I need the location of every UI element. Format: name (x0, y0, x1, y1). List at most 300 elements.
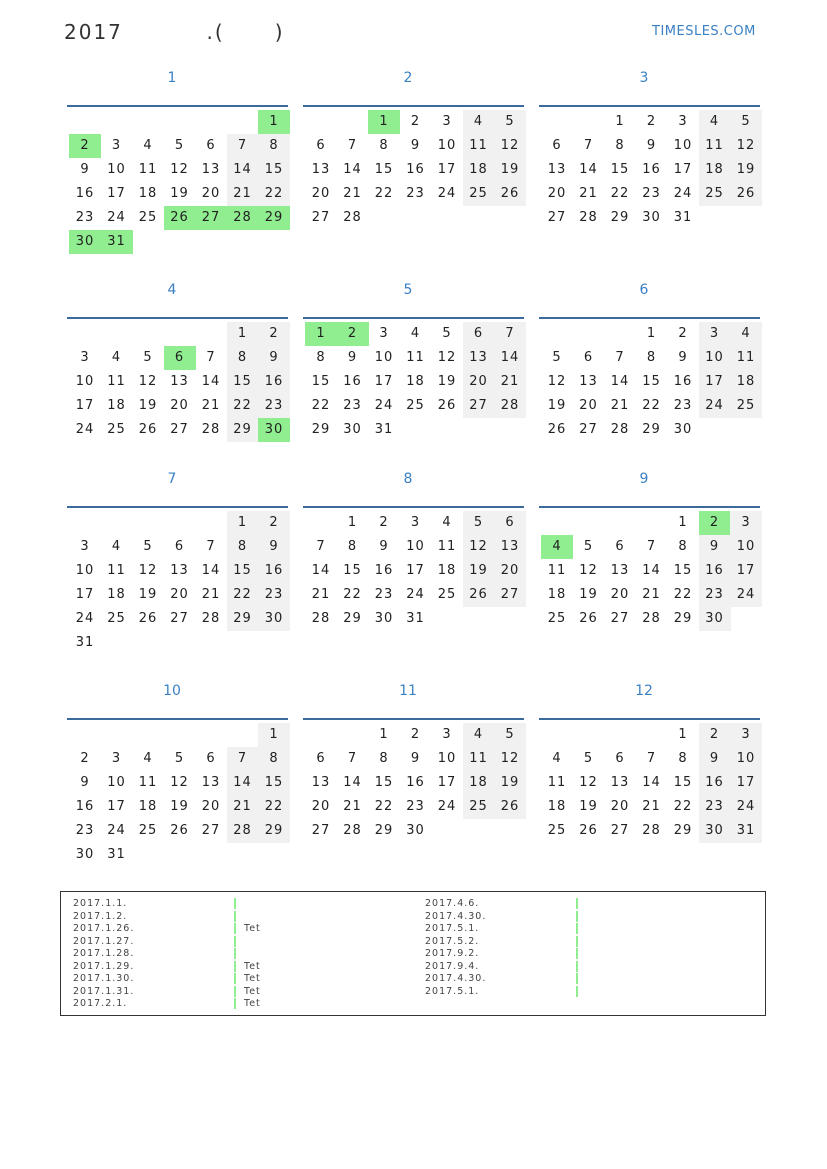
day-cell[interactable]: 10 (75, 563, 95, 578)
day-cell[interactable]: 8 (227, 346, 259, 370)
day-cell[interactable]: 7 (646, 539, 657, 554)
day-cell[interactable]: 13 (170, 374, 189, 389)
day-cell[interactable]: 11 (547, 563, 567, 578)
day-cell[interactable]: 12 (138, 563, 158, 578)
day-cell[interactable]: 25 (463, 795, 495, 819)
day-cell[interactable]: 29 (343, 611, 362, 626)
day-cell[interactable]: 20 (311, 186, 331, 201)
day-cell[interactable]: 4 (699, 110, 731, 134)
day-cell[interactable]: 16 (699, 771, 731, 795)
day-cell[interactable]: 30 (343, 422, 362, 437)
day-cell[interactable]: 25 (730, 394, 762, 418)
day-cell[interactable]: 11 (463, 747, 495, 771)
day-cell[interactable]: 5 (463, 511, 495, 535)
day-cell[interactable]: 2 (410, 114, 421, 129)
day-cell[interactable]: 24 (730, 583, 762, 607)
day-cell[interactable]: 26 (437, 398, 457, 413)
day-cell[interactable]: 30 (699, 607, 731, 631)
day-cell[interactable]: 30 (258, 607, 290, 631)
day-cell[interactable]: 24 (75, 611, 95, 626)
day-cell[interactable]: 25 (547, 611, 567, 626)
day-cell[interactable]: 28 (311, 611, 331, 626)
day-cell[interactable]: 7 (494, 322, 526, 346)
holiday-day-cell[interactable]: 2 (337, 322, 369, 346)
day-cell[interactable]: 23 (343, 398, 362, 413)
day-cell[interactable]: 9 (678, 350, 688, 365)
day-cell[interactable]: 16 (258, 370, 290, 394)
day-cell[interactable]: 31 (406, 611, 425, 626)
day-cell[interactable]: 15 (673, 775, 693, 790)
day-cell[interactable]: 30 (699, 819, 731, 843)
day-cell[interactable]: 3 (730, 511, 762, 535)
day-cell[interactable]: 11 (437, 539, 457, 554)
day-cell[interactable]: 14 (343, 775, 362, 790)
day-cell[interactable]: 6 (206, 751, 216, 766)
day-cell[interactable]: 22 (227, 583, 259, 607)
day-cell[interactable]: 26 (547, 422, 567, 437)
day-cell[interactable]: 6 (206, 138, 216, 153)
day-cell[interactable]: 21 (311, 587, 331, 602)
day-cell[interactable]: 3 (80, 350, 90, 365)
day-cell[interactable]: 14 (610, 374, 630, 389)
day-cell[interactable]: 2 (258, 511, 290, 535)
holiday-day-cell[interactable]: 30 (69, 230, 101, 254)
day-cell[interactable]: 25 (547, 823, 567, 838)
day-cell[interactable]: 29 (642, 422, 661, 437)
day-cell[interactable]: 4 (552, 751, 562, 766)
day-cell[interactable]: 29 (258, 819, 290, 843)
day-cell[interactable]: 5 (730, 110, 762, 134)
day-cell[interactable]: 12 (494, 747, 526, 771)
day-cell[interactable]: 13 (610, 563, 630, 578)
day-cell[interactable]: 2 (699, 723, 731, 747)
day-cell[interactable]: 19 (138, 587, 158, 602)
day-cell[interactable]: 5 (583, 539, 594, 554)
day-cell[interactable]: 13 (201, 162, 221, 177)
day-cell[interactable]: 30 (374, 611, 394, 626)
day-cell[interactable]: 19 (579, 799, 598, 814)
day-cell[interactable]: 7 (316, 539, 326, 554)
day-cell[interactable]: 7 (347, 138, 358, 153)
day-cell[interactable]: 23 (258, 583, 290, 607)
holiday-day-cell[interactable]: 2 (699, 511, 731, 535)
day-cell[interactable]: 16 (642, 162, 661, 177)
day-cell[interactable]: 17 (699, 370, 731, 394)
day-cell[interactable]: 14 (201, 374, 221, 389)
day-cell[interactable]: 10 (374, 350, 394, 365)
day-cell[interactable]: 21 (227, 795, 259, 819)
day-cell[interactable]: 10 (107, 775, 126, 790)
day-cell[interactable]: 12 (494, 134, 526, 158)
day-cell[interactable]: 21 (201, 587, 221, 602)
day-cell[interactable]: 29 (311, 422, 331, 437)
day-cell[interactable]: 19 (138, 398, 158, 413)
day-cell[interactable]: 28 (343, 210, 362, 225)
day-cell[interactable]: 14 (642, 563, 661, 578)
day-cell[interactable]: 13 (610, 775, 630, 790)
day-cell[interactable]: 14 (494, 346, 526, 370)
day-cell[interactable]: 9 (80, 162, 90, 177)
day-cell[interactable]: 17 (75, 587, 95, 602)
day-cell[interactable]: 13 (311, 775, 331, 790)
day-cell[interactable]: 7 (347, 751, 358, 766)
day-cell[interactable]: 28 (642, 611, 661, 626)
day-cell[interactable]: 5 (174, 751, 185, 766)
holiday-day-cell[interactable]: 1 (258, 110, 290, 134)
day-cell[interactable]: 23 (374, 587, 394, 602)
day-cell[interactable]: 21 (610, 398, 630, 413)
day-cell[interactable]: 31 (673, 210, 693, 225)
day-cell[interactable]: 14 (201, 563, 221, 578)
day-cell[interactable]: 16 (699, 559, 731, 583)
day-cell[interactable]: 2 (258, 322, 290, 346)
day-cell[interactable]: 6 (494, 511, 526, 535)
day-cell[interactable]: 7 (206, 350, 216, 365)
day-cell[interactable]: 27 (170, 611, 189, 626)
day-cell[interactable]: 23 (699, 583, 731, 607)
day-cell[interactable]: 22 (258, 182, 290, 206)
day-cell[interactable]: 8 (258, 134, 290, 158)
day-cell[interactable]: 5 (442, 326, 452, 341)
day-cell[interactable]: 2 (80, 751, 90, 766)
day-cell[interactable]: 17 (673, 162, 693, 177)
day-cell[interactable]: 12 (437, 350, 457, 365)
holiday-day-cell[interactable]: 30 (258, 418, 290, 442)
holiday-day-cell[interactable]: 6 (164, 346, 196, 370)
day-cell[interactable]: 9 (347, 350, 358, 365)
day-cell[interactable]: 1 (227, 511, 259, 535)
day-cell[interactable]: 26 (138, 611, 158, 626)
day-cell[interactable]: 15 (311, 374, 331, 389)
day-cell[interactable]: 19 (437, 374, 457, 389)
day-cell[interactable]: 15 (258, 771, 290, 795)
day-cell[interactable]: 25 (463, 182, 495, 206)
day-cell[interactable]: 24 (374, 398, 394, 413)
day-cell[interactable]: 7 (227, 747, 259, 771)
day-cell[interactable]: 2 (678, 326, 688, 341)
holiday-day-cell[interactable]: 4 (541, 535, 573, 559)
day-cell[interactable]: 17 (107, 186, 126, 201)
day-cell[interactable]: 12 (547, 374, 567, 389)
day-cell[interactable]: 26 (494, 182, 526, 206)
day-cell[interactable]: 11 (107, 374, 126, 389)
day-cell[interactable]: 27 (311, 823, 331, 838)
day-cell[interactable]: 24 (730, 795, 762, 819)
day-cell[interactable]: 10 (699, 346, 731, 370)
day-cell[interactable]: 23 (406, 799, 425, 814)
day-cell[interactable]: 1 (347, 515, 358, 530)
day-cell[interactable]: 6 (552, 138, 562, 153)
day-cell[interactable]: 10 (437, 138, 457, 153)
day-cell[interactable]: 28 (494, 394, 526, 418)
day-cell[interactable]: 6 (615, 751, 625, 766)
day-cell[interactable]: 30 (642, 210, 661, 225)
day-cell[interactable]: 1 (615, 114, 625, 129)
day-cell[interactable]: 28 (201, 422, 221, 437)
day-cell[interactable]: 13 (579, 374, 598, 389)
day-cell[interactable]: 16 (75, 186, 95, 201)
day-cell[interactable]: 3 (699, 322, 731, 346)
day-cell[interactable]: 27 (311, 210, 331, 225)
day-cell[interactable]: 19 (547, 398, 567, 413)
day-cell[interactable]: 14 (642, 775, 661, 790)
day-cell[interactable]: 14 (579, 162, 598, 177)
day-cell[interactable]: 23 (699, 795, 731, 819)
day-cell[interactable]: 2 (646, 114, 657, 129)
day-cell[interactable]: 5 (583, 751, 594, 766)
day-cell[interactable]: 23 (406, 186, 425, 201)
day-cell[interactable]: 12 (579, 775, 598, 790)
day-cell[interactable]: 11 (463, 134, 495, 158)
day-cell[interactable]: 17 (107, 799, 126, 814)
day-cell[interactable]: 24 (107, 210, 126, 225)
day-cell[interactable]: 24 (406, 587, 425, 602)
day-cell[interactable]: 21 (642, 587, 661, 602)
day-cell[interactable]: 11 (730, 346, 762, 370)
day-cell[interactable]: 26 (494, 795, 526, 819)
day-cell[interactable]: 5 (552, 350, 562, 365)
day-cell[interactable]: 27 (170, 422, 189, 437)
day-cell[interactable]: 31 (374, 422, 394, 437)
day-cell[interactable]: 25 (437, 587, 457, 602)
day-cell[interactable]: 26 (579, 611, 598, 626)
day-cell[interactable]: 26 (138, 422, 158, 437)
day-cell[interactable]: 27 (494, 583, 526, 607)
holiday-day-cell[interactable]: 2 (69, 134, 101, 158)
day-cell[interactable]: 3 (80, 539, 90, 554)
day-cell[interactable]: 14 (343, 162, 362, 177)
day-cell[interactable]: 18 (107, 587, 126, 602)
day-cell[interactable]: 22 (311, 398, 331, 413)
day-cell[interactable]: 28 (610, 422, 630, 437)
day-cell[interactable]: 21 (494, 370, 526, 394)
day-cell[interactable]: 24 (107, 823, 126, 838)
day-cell[interactable]: 13 (494, 535, 526, 559)
day-cell[interactable]: 31 (75, 635, 95, 650)
day-cell[interactable]: 10 (107, 162, 126, 177)
day-cell[interactable]: 22 (258, 795, 290, 819)
day-cell[interactable]: 27 (610, 823, 630, 838)
day-cell[interactable]: 18 (730, 370, 762, 394)
day-cell[interactable]: 22 (343, 587, 362, 602)
day-cell[interactable]: 8 (258, 747, 290, 771)
holiday-day-cell[interactable]: 27 (195, 206, 227, 230)
day-cell[interactable]: 24 (437, 186, 457, 201)
day-cell[interactable]: 17 (406, 563, 425, 578)
day-cell[interactable]: 10 (730, 535, 762, 559)
day-cell[interactable]: 5 (143, 539, 153, 554)
day-cell[interactable]: 12 (138, 374, 158, 389)
day-cell[interactable]: 9 (646, 138, 657, 153)
day-cell[interactable]: 20 (201, 799, 221, 814)
day-cell[interactable]: 22 (374, 186, 394, 201)
day-cell[interactable]: 19 (170, 799, 189, 814)
day-cell[interactable]: 10 (75, 374, 95, 389)
day-cell[interactable]: 7 (206, 539, 216, 554)
day-cell[interactable]: 31 (730, 819, 762, 843)
day-cell[interactable]: 11 (138, 775, 158, 790)
holiday-day-cell[interactable]: 29 (258, 206, 290, 230)
day-cell[interactable]: 29 (227, 607, 259, 631)
day-cell[interactable]: 16 (406, 775, 425, 790)
day-cell[interactable]: 4 (143, 751, 153, 766)
day-cell[interactable]: 30 (673, 422, 693, 437)
day-cell[interactable]: 25 (138, 210, 158, 225)
day-cell[interactable]: 8 (678, 751, 688, 766)
day-cell[interactable]: 9 (258, 346, 290, 370)
day-cell[interactable]: 29 (374, 823, 394, 838)
day-cell[interactable]: 19 (494, 158, 526, 182)
day-cell[interactable]: 20 (579, 398, 598, 413)
day-cell[interactable]: 18 (463, 158, 495, 182)
day-cell[interactable]: 13 (547, 162, 567, 177)
day-cell[interactable]: 22 (673, 587, 693, 602)
brand-link[interactable]: TIMESLES.COM (652, 24, 756, 39)
day-cell[interactable]: 24 (699, 394, 731, 418)
day-cell[interactable]: 18 (107, 398, 126, 413)
day-cell[interactable]: 9 (410, 138, 421, 153)
day-cell[interactable]: 4 (111, 350, 122, 365)
day-cell[interactable]: 17 (730, 771, 762, 795)
day-cell[interactable]: 23 (75, 823, 95, 838)
day-cell[interactable]: 13 (201, 775, 221, 790)
day-cell[interactable]: 28 (201, 611, 221, 626)
holiday-day-cell[interactable]: 1 (305, 322, 337, 346)
day-cell[interactable]: 20 (170, 587, 189, 602)
day-cell[interactable]: 21 (343, 799, 362, 814)
day-cell[interactable]: 10 (406, 539, 425, 554)
day-cell[interactable]: 18 (547, 587, 567, 602)
day-cell[interactable]: 24 (75, 422, 95, 437)
day-cell[interactable]: 9 (699, 747, 731, 771)
day-cell[interactable]: 20 (610, 587, 630, 602)
day-cell[interactable]: 28 (227, 819, 259, 843)
day-cell[interactable]: 25 (107, 422, 126, 437)
day-cell[interactable]: 11 (107, 563, 126, 578)
day-cell[interactable]: 17 (75, 398, 95, 413)
day-cell[interactable]: 1 (258, 723, 290, 747)
day-cell[interactable]: 4 (410, 326, 421, 341)
day-cell[interactable]: 22 (227, 394, 259, 418)
day-cell[interactable]: 27 (463, 394, 495, 418)
day-cell[interactable]: 8 (347, 539, 358, 554)
day-cell[interactable]: 3 (111, 751, 122, 766)
day-cell[interactable]: 23 (642, 186, 661, 201)
day-cell[interactable]: 21 (642, 799, 661, 814)
day-cell[interactable]: 28 (579, 210, 598, 225)
day-cell[interactable]: 26 (730, 182, 762, 206)
day-cell[interactable]: 15 (374, 775, 394, 790)
day-cell[interactable]: 3 (379, 326, 389, 341)
day-cell[interactable]: 27 (547, 210, 567, 225)
day-cell[interactable]: 20 (463, 370, 495, 394)
day-cell[interactable]: 3 (410, 515, 421, 530)
day-cell[interactable]: 13 (463, 346, 495, 370)
day-cell[interactable]: 9 (699, 535, 731, 559)
day-cell[interactable]: 1 (379, 727, 389, 742)
day-cell[interactable]: 15 (343, 563, 362, 578)
day-cell[interactable]: 15 (374, 162, 394, 177)
day-cell[interactable]: 9 (379, 539, 389, 554)
holiday-day-cell[interactable]: 26 (164, 206, 196, 230)
day-cell[interactable]: 25 (406, 398, 425, 413)
day-cell[interactable]: 6 (463, 322, 495, 346)
day-cell[interactable]: 29 (673, 823, 693, 838)
day-cell[interactable]: 12 (463, 535, 495, 559)
day-cell[interactable]: 21 (227, 182, 259, 206)
day-cell[interactable]: 22 (610, 186, 630, 201)
day-cell[interactable]: 7 (646, 751, 657, 766)
day-cell[interactable]: 21 (343, 186, 362, 201)
day-cell[interactable]: 29 (673, 611, 693, 626)
day-cell[interactable]: 1 (227, 322, 259, 346)
day-cell[interactable]: 8 (316, 350, 326, 365)
day-cell[interactable]: 7 (583, 138, 594, 153)
day-cell[interactable]: 16 (374, 563, 394, 578)
day-cell[interactable]: 27 (610, 611, 630, 626)
day-cell[interactable]: 20 (494, 559, 526, 583)
day-cell[interactable]: 15 (610, 162, 630, 177)
day-cell[interactable]: 19 (463, 559, 495, 583)
day-cell[interactable]: 18 (699, 158, 731, 182)
day-cell[interactable]: 2 (379, 515, 389, 530)
day-cell[interactable]: 3 (111, 138, 122, 153)
day-cell[interactable]: 13 (311, 162, 331, 177)
day-cell[interactable]: 18 (547, 799, 567, 814)
day-cell[interactable]: 7 (615, 350, 625, 365)
day-cell[interactable]: 18 (138, 186, 158, 201)
day-cell[interactable]: 18 (463, 771, 495, 795)
day-cell[interactable]: 16 (406, 162, 425, 177)
day-cell[interactable]: 17 (730, 559, 762, 583)
day-cell[interactable]: 30 (75, 847, 95, 862)
day-cell[interactable]: 16 (258, 559, 290, 583)
day-cell[interactable]: 17 (374, 374, 394, 389)
holiday-day-cell[interactable]: 1 (368, 110, 400, 134)
day-cell[interactable]: 3 (442, 727, 452, 742)
holiday-day-cell[interactable]: 31 (101, 230, 133, 254)
day-cell[interactable]: 4 (442, 515, 452, 530)
day-cell[interactable]: 25 (699, 182, 731, 206)
day-cell[interactable]: 7 (227, 134, 259, 158)
day-cell[interactable]: 29 (227, 418, 259, 442)
day-cell[interactable]: 4 (730, 322, 762, 346)
day-cell[interactable]: 22 (673, 799, 693, 814)
day-cell[interactable]: 20 (170, 398, 189, 413)
day-cell[interactable]: 15 (227, 370, 259, 394)
day-cell[interactable]: 8 (678, 539, 688, 554)
day-cell[interactable]: 17 (437, 162, 457, 177)
day-cell[interactable]: 2 (410, 727, 421, 742)
day-cell[interactable]: 11 (699, 134, 731, 158)
day-cell[interactable]: 13 (170, 563, 189, 578)
day-cell[interactable]: 27 (201, 823, 221, 838)
day-cell[interactable]: 20 (311, 799, 331, 814)
day-cell[interactable]: 8 (379, 138, 389, 153)
day-cell[interactable]: 10 (730, 747, 762, 771)
day-cell[interactable]: 12 (170, 162, 189, 177)
day-cell[interactable]: 11 (547, 775, 567, 790)
day-cell[interactable]: 12 (170, 775, 189, 790)
day-cell[interactable]: 27 (579, 422, 598, 437)
day-cell[interactable]: 20 (201, 186, 221, 201)
day-cell[interactable]: 4 (111, 539, 122, 554)
day-cell[interactable]: 28 (343, 823, 362, 838)
day-cell[interactable]: 19 (579, 587, 598, 602)
day-cell[interactable]: 6 (316, 751, 326, 766)
holiday-day-cell[interactable]: 28 (227, 206, 259, 230)
day-cell[interactable]: 26 (170, 823, 189, 838)
